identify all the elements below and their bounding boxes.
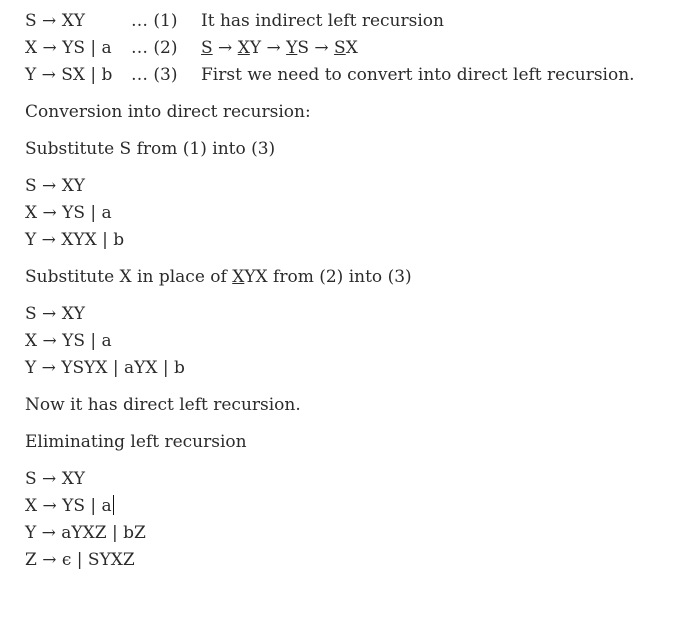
eliminating-heading: Eliminating left recursion [25,432,247,452]
step2-text-after: YX from (2) into (3) [244,267,412,287]
production-line: X → YS | a [25,203,112,223]
note: It has indirect left recursion [201,11,444,31]
final-productions [25,466,670,574]
underlined-symbol: X [232,267,245,287]
production-text: X → YS | a [25,496,112,516]
production: Y → SX | b [25,65,113,85]
step2-text-before: Substitute X in place of [25,267,233,287]
conversion-heading: Conversion into direct recursion: [25,102,311,122]
step2-text [25,264,670,291]
step1-productions [25,173,670,254]
production-line: S → XY [25,469,86,489]
underlined-symbol: S [201,38,213,58]
derivation-text: X [345,38,358,58]
derivation-text: Y → [249,38,287,58]
step2-productions [25,301,670,382]
production-line: S → XY [25,304,86,324]
underlined-symbol: X [237,38,250,58]
header-row-2 [25,35,670,62]
header-row-3 [25,62,670,89]
derivation-note [201,35,358,62]
derivation-text: S → [297,38,335,58]
production-line: Z → ϵ | SYXZ [25,550,135,570]
production-line: S → XY [25,176,86,196]
production: S → XY [25,11,86,31]
production-line-with-cursor [25,493,670,520]
underlined-symbol: S [334,38,346,58]
note: First we need to convert into direct left recursion. [201,65,635,85]
production-line: Y → XYX | b [25,230,125,250]
direct-recursion-note: Now it has direct left recursion. [25,395,301,415]
underlined-symbol: Y [286,38,298,58]
header-row-1 [25,8,670,35]
production-line: X → YS | a [25,331,112,351]
production-line: Y → YSYX | aYX | b [25,358,185,378]
production-number: … (3) [131,65,178,85]
production-line: Y → aYXZ | bZ [25,523,146,543]
step1-text: Substitute S from (1) into (3) [25,139,276,159]
arrow: → [212,38,238,58]
production: X → YS | a [25,38,112,58]
text-cursor [113,495,114,515]
production-number: … (2) [131,38,178,58]
grammar-header [25,8,670,89]
production-number: … (1) [131,11,178,31]
document-page[interactable] [25,8,670,574]
